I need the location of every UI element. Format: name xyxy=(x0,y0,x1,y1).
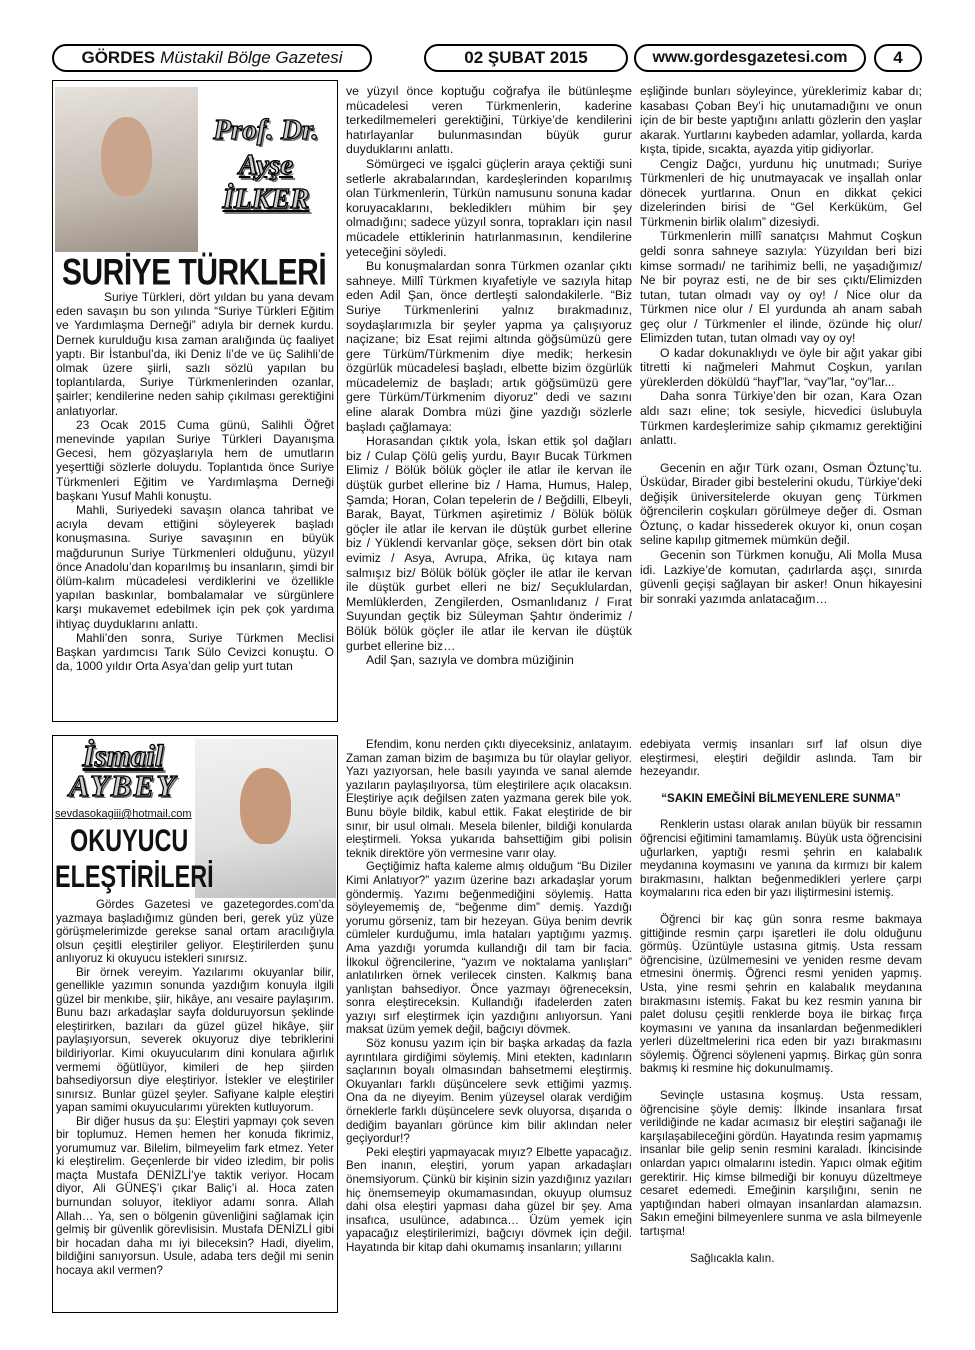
author-email-link[interactable]: sevdasokagiii@hotmail.com xyxy=(55,808,192,820)
paragraph: Cengiz Dağcı, yurdunu hiç unutmadı; Suriye Türkmenleri de hiç unutmayacak ve inşallah onlar dönecek yurtlarına. Onun en dikkat çekici dizelerinden birisi de “Gel Kerküküm, Gel Türkmenin birlik olalım” dizesiydi. xyxy=(640,156,922,229)
paper-name: GÖRDES xyxy=(81,48,156,67)
paragraph: Gecenin en ağır Türk ozanı, Osman Öztunç’tu. Üsküdar, Birader gibi bestelerini okudu, Türkiye’deki değişik üniversitelerde okuyan genç Türkmen öğrencilerin coşkuları görülmeye değer di. Osman Öztunç, o kadar hissederek okuyor ki, onun coşan seline kapılıp gitmemek mümkün değil. xyxy=(640,460,922,548)
paragraph: Adil Şan, sazıyla ve dombra müziğinin xyxy=(366,653,574,668)
article1-column-2 xyxy=(346,84,632,724)
article2-column-3 xyxy=(640,738,922,1312)
author-last-name: AYBEY xyxy=(68,768,178,803)
issue-date: 02 ŞUBAT 2015 xyxy=(464,48,588,67)
paragraph: O kadar dokunaklıydı ve öyle bir ağıt yakar gibi titretti ki nağmeleri Mahmut Coşkun, yarılan yüreklerden döküldü “hayf”lar, “vay”lar, “oy”lar... xyxy=(640,345,922,389)
author-title: Prof. Dr. xyxy=(213,114,319,146)
article2-column-1 xyxy=(56,898,334,1310)
paragraph: Geçtiğimiz hafta kaleme almış olduğum “Bu Diziler Kimi Anlatıyor?” yazım üzerine bazı arkadaşlar yorum göndermiş. Yazımı beğenmediğini söylemiş. Hatta söyleyememiş de, “beğenme dim” demiş. Yazdığı yorumu görseniz, tam bir hezeyan. Güya benim devrik cümleler kurduğumu, imla hataları yaptığımı yazmış. Ama yazdığı yorumda kullandığı dil tam bir facia. İlkokul öğrencilerine, “yazım ve noktalama yanlışları” anlatılırken örnek verilecek cinsten. Kalkmış bana yanlıştan bahsediyor. Önce yazmayı öğreneceksin, sonra eleştireceksin. Kullandığı ifadelerden zaten yazıyı sırf eleştirmek için yazdığını anlıyorsun. Yani maksat üzüm yemek değil, bağcıyı dövmek. xyxy=(346,860,632,1037)
author-photo-ayse-ilker xyxy=(55,87,198,252)
paragraph: Söz konusu yazım için bir başka arkadaş da fazla ayrıntılara girdiğimi söylemiş. Mini etekten, kadınların saçlarının boyalı olmasından bahsetmemi eleştirmiş. Okuyanları farklı düşüncelere sevk ettiğimi yazmış. Ona da ne diyeyim. Benim yüzeysel olarak verdiğim örneklerle farklı düşüncelere sevk oluyorsa, dışarıda o dediğim bayanları görünce kim bilir aklından neler geçiyordur!? xyxy=(346,1037,632,1146)
paragraph: Mahli’den sonra, Suriye Türkmen Meclisi Başkan yardımcısı Tarık Sülo Cevizci konuştu. O da, 1000 yıldır Orta Asya’dan gelip yurt tutan xyxy=(56,630,334,674)
author-photo-ismail-aybey xyxy=(195,739,336,898)
header-paper-name xyxy=(52,44,372,72)
author-first-name: Ayşe xyxy=(238,149,294,181)
paragraph: Mahli, Suriyedeki savaşın olanca tahribat ve acıyla devam ettiğini söyleyerek başladı konuşmasına. Suriye savaşının en büyük mağdurunun Suriye Türkmenleri olduğunu, yüzyıl önce Anadolu’dan koparılmış bu insanların, şimdi bir ölüm-kalım mücadelesi verdiklerini ve özellikle yapılan baskınlar, bombalamalar ve sürgünlere karşı mukavemet edebilmek için pek çok yardıma ihtiyaç duyduklarını anlattı. xyxy=(56,503,334,631)
paragraph: 23 Ocak 2015 Cuma günü, Salihli Öğret menevinde yapılan Suriye Türkleri Dayanışma Gecesi, hem gözyaşlarıyla hem de umutların yeşerttiği sözlerle doluydu. Toplantıda önce Suriye Türkmenleri Eğitim ve Yardımlaşma Derneği başkanı Yusuf Mahli konuştu. xyxy=(56,417,334,503)
paragraph: Renklerin ustası olarak anılan büyük bir ressamın öğrencisi eğitimini tamamlamış. Büyük usta öğrencisini uğurlarken, yaptığı resmi şehrin en kalabalık meydanına koymasını ve yanına da kırmızı bir kalem bırakmasını, halktan beğenmedikleri yerlere çarpı koymalarını rica eden bir yazı iliştirmesini istemiş. xyxy=(640,818,922,900)
paragraph: Öğrenci bir kaç gün sonra resme bakmaya gittiğinde resmin çarpı işaretleri ile dolu olduğunu görmüş. Üzüntüyle ustasına gitmiş. Usta ressam öğrencisine, üzülmemesini ve yeniden resme devam etmesini önermiş. Öğrenci resmi yeniden yapmış. Usta, yine resmi şehrin en kalabalık meydanına bırakmasını istemiş. Fakat bu kez resmin yanına bir palet dolusu çeşitli renklerde boya ile birkaç fırça koymasını ve yanına da insanlardan beğenmedikleri yerleri düzeltmelerini rica eden bir yazı bırakmasını söylemiş. Öğrenci söyleneni yapmış. Birkaç gün sonra bakmış ki resmine hiç dokunulmamış. xyxy=(640,912,922,1076)
paragraph: Bir diğer husus da şu: Eleştiri yapmayı çok seven bir toplumuz. Hemen hemen her konuda fikrimiz, yorumumuz var. Bilelim, bilmeyelim fark etmez. Yeter ki eleştirelim. Geçenlerde bir video izledim, bir polis maçta Mustafa DENİZLİ’ye taktik veriyor. Hocam diyor, Ali GÜNEŞ’i çıkar Baliç’i al. Hoca zaten burnundan soluyor, itekliyor adamı sonra. Allah Allah… Ya, sen o bölgenin güvenliğini sağlamak için gelmiş bir güvenlik görevlisisin. Mustafa DENİZLİ gibi bir hocadan daha mı iyi bileceksin? Hadi, diyelim, bildiğini sanıyorsun. Usule, adaba ters değil mi senin hocaya akıl vermen? xyxy=(56,1114,334,1277)
paragraph: Bir örnek vereyim. Yazılarımı okuyanlar bilir, genellikle yazımın sonunda yazdığım konuyla ilgili güzel bir menkıbe, şiir, hikâye, anı vesaire paylaşırım. Bunu bazı arkadaşlar sayfa dolduruyorsun şeklinde eleştirirken, bazıları da güzel güzel hikâye, şiir paylaşıyorsun, severek okuyoruz diye tebriklerini bildiriyorlar. Kimi okuyucularım dini konulara ağırlık vermemi öğütlüyor, kimileri de hep şiirden bahsediyorsun diye eleştiriyor. İstekler ve eleştiriler sınırsız. Bunlar güzel şeyler. Safiyane kalple eleştiri yapan samimi okuyucularımı yürekten kutluyorum. xyxy=(56,965,334,1115)
article1-column-3 xyxy=(640,84,922,724)
article1-headline: SURİYE TÜRKLERİ xyxy=(62,252,327,294)
paragraph: Türkmenlerin millî sanatçısı Mahmut Coşkun geldi sonra sahneye sazıyla: Yüzyıldan beri bizi kimse sormadı/ ne tarihimiz belli, ne yaşadığımız/ Ne bir poyraz esti, ne de bir ses çıktı/Elimizden tutan, tutan olmadı vay oy oy! / Nice olur da Türkmen nice olur / El yurdunda ah anam sabah geç olur / Türkmenler el ilinde, özünde hiç olur/ Elimizden tutan, tutan olmadı vay oy oy! xyxy=(640,229,922,346)
header-website xyxy=(634,44,866,72)
article2-headline-line2: ELEŞTİRİLERİ xyxy=(55,858,214,894)
paragraph: edebiyata vermiş insanları sırf laf olsun diye eleştirmesi, eleştiri değildir aslında. Tam bir hezeyandır. xyxy=(640,738,922,779)
paragraph: ve yüzyıl önce koptuğu coğrafya ile bütünleşme mücadelesi veren Türkmenlerin, kaderine terkedilmemeleri gerektiğini, Türkiye’de kendilerini hatırlayanlar bulunmasından büyük gurur duyduklarını anlattı. xyxy=(346,84,632,157)
paragraph: eşliğinde bunları söyleyince, yüreklerimiz kabar dı; kasabası Çoban Bey’i hiç unutamadığını ve onun için de bir beste yaptığını anlattı gözlerin den yaşlar akarak. Yurtlarını kaybeden adamlar, yollarda, karda kışta, tipide, sıcakta, ayazda yitip gidiyorlar. xyxy=(640,84,922,157)
paragraph: Suriye Türkleri, dört yıldan bu yana devam eden savaşın bu son yılında “Suriye Türkleri Eğitim ve Yardımlaşma Derneği” adıyla bir dernek kurdu. Dernek kurulduğu kısa zaman aralığında üç faaliyet yaptı. Bir İstanbul’da, iki Deniz li’de ve üç Salihli’de olmak üzere şiirli, sazlı sözlü yapılan bu toplantılarda, Suriye Türkmenlerinden ozanlar, şairler; kendilerine neden sahip çıkılması gerektiğini anlatıyorlar. xyxy=(56,290,334,418)
paragraph: Bu konuşmalardan sonra Türkmen ozanlar çıktı sahneye. Millî Türkmen kıyafetiyle ve sazıyla hitap eden Adil Şan, önce dertleşti salondakilerle. “Biz Suriye Türkmenlerini yalnız bırakmadınız, soydaşlarımızla bir şeyler yapma ya çalışıyoruz naçizane; biz Esat rejimi altında göğsümüzü gere gere Türküm/Türkmenim diye medik; herkesin özgürlük mücadelesi başladı, elbette bizim özgürlük mücadelemiz de başladı; artık göğsümüzü gere gere Türküm/Türkmenim diyoruz” dedi ve sazını eline alarak Dombra müzi ğine yazdığı sözlerle başladı çağlamaya: xyxy=(346,259,632,434)
article1-column-1 xyxy=(56,290,334,720)
page-number: 4 xyxy=(893,48,903,67)
author-first-name: İsmail xyxy=(82,738,164,773)
paragraph: Sömürgeci ve işgalci güçlerin araya çektiği suni setlerle akrabalarından, kardeşlerinden koparılmış olan Türkmenlerin, Türkün namusunu sonuna kadar koruyacaklarını, beklediklerı mühim bir şey olmadığını; sadece yüzyıl sonra, toprakları için nasıl mücadele ettiklerinin hatırlanmasının, kendilerine yeteceğini söyledi. xyxy=(346,156,632,259)
paper-tagline: Müstakil Bölge Gazetesi xyxy=(160,48,343,67)
article2-column-2 xyxy=(346,738,632,1312)
paragraph: Efendim, konu nerden çıktı diyeceksiniz, anlatayım. Zaman zaman bizim de başımıza bu tür olaylar geliyor. Yazı yazıyorsan, hele basılı yayında ve sanal alemde yazıların paylaşılıyorsa, tüm eleştirilere açık olacaksın. Eleştiriye açık değilsen zaten yazmana gerek bile yok. Bunu böyle bildik, kabul ettik. Fakat eleştiride de bir sınır, bir usul olmalı. Mesela bilenler, bildiği konularda eleştirmeli. Yoksa yukarıda bahsettiğim gibi polisin teknik direktöre yön vermesine varır olay. xyxy=(346,738,632,860)
website-link[interactable]: www.gordesgazetesi.com xyxy=(652,49,848,66)
author-last-name: İLKER xyxy=(222,183,310,215)
article2-headline-line1: OKUYUCU xyxy=(70,822,189,858)
paragraph: Peki eleştiri yapmayacak mıyız? Elbette yapacağız. Ben inanın, eleştiri, yorum yapan arkadaşları önemsiyorum. Çünkü bir kişinin sizin yazdığınız yazıları hiç önemsemeyip okumamasından, okuyup olumsuz dahi olsa eleştiri yapması daha güzel bir şey. Ama insafıca, usulünce, adabınca… Üzüm yemek için yapacağız eleştirilerimizi, bağcıyı dövmek için değil. Hayatında bir kitap dahi okumamış insanların; yıllarını xyxy=(346,1145,632,1254)
paragraph: Gecenin son Türkmen konuğu, Ali Molla Musa idi. Lazkiye’de komutan, çadırlarda aşçı, sınırda güvenli geçişi sağlayan bir asker! Onun hikayesini bir sonraki yazımda anlatacağım… xyxy=(640,547,922,606)
sign-off: Sağlıcakla kalın. xyxy=(690,1251,775,1265)
paragraph: Gördes Gazetesi ve gazetegordes.com'da yazmaya başladığımız günden beri, gerek yüz yüze görüşmelerimizde gerekse sanal ortam aracılığıyla olsun çeşitli eleştiriler geliyor. Eleştirilerden şunu anlıyoruz ki okuyucu istekleri sınırsız. xyxy=(56,898,334,966)
paragraph: Sevinçle ustasına koşmuş. Usta ressam, öğrencisine şöyle demiş: İlkinde insanlara fırsat verildiğinde ne kadar acımasız bir eleştiri sağanağı ile karşılaşabileceğini gördün. Hayatında resim yapmamış insanlar bile gelip senin resmini karaladı. İkincisinde onlardan yapıcı olmalarını istedin. Yapıcı olmak eğitim gerektirir. Hiç kimse bilmediği bir konuyu düzeltmeye cesaret edemedi. Emeğinin karşılığını, senin ne yaptığından haberi olmayan insanlardan alamazsın. Sakın emeğini bilmeyenlere sunma ve asla bilmeyenle tartışma! xyxy=(640,1089,922,1238)
header-date xyxy=(424,44,628,72)
subheading: “SAKIN EMEĞİNİ BİLMEYENLERE SUNMA” xyxy=(661,791,901,805)
header-page-number xyxy=(874,44,922,72)
paragraph: Horasandan çıktık yola, İskan ettik şol dağları biz / Culap Çölü geliş yurdu, Bayır Bucak Türkmen Elimiz / Bölük bölük göçler ile atlar ile kervan ile düştük gurbet ellerine biz / Hama, Humus, Halep, Şamda; Horan, Colan tepelerin de / Beğdilli, Elbeyli, Barak, Bayat, Türkmen aşiretimiz / Bölük bölük göçler ile atlar ile kervan ile düştük gurbet ellerine biz / Yüklendi kervanlar göçe, seksen dört bin otak evimiz / Asya, Avrupa, Afrika, üç kıtaya nam salmışız biz/ Bölük bölük göçler ile atlar ile kervan ile düştük gurbet elleri ne biz/ Seçuklulardan, Memlüklerden, Zengilerden, Osmanlıdanız / Fırat Suyundan geçtik biz Süleyman Şahtır önderimiz / Bölük bölük göçler ile atlar ile kervan ile düştük gurbet ellerine biz… xyxy=(346,434,632,653)
paragraph: Daha sonra Türkiye’den bir ozan, Kara Ozan aldı sazı eline; tok sesiyle, hicvedici üslubuyla Türkmen kardeşlerimize sahip çıkmamız gerektiğini anlattı. xyxy=(640,389,922,448)
